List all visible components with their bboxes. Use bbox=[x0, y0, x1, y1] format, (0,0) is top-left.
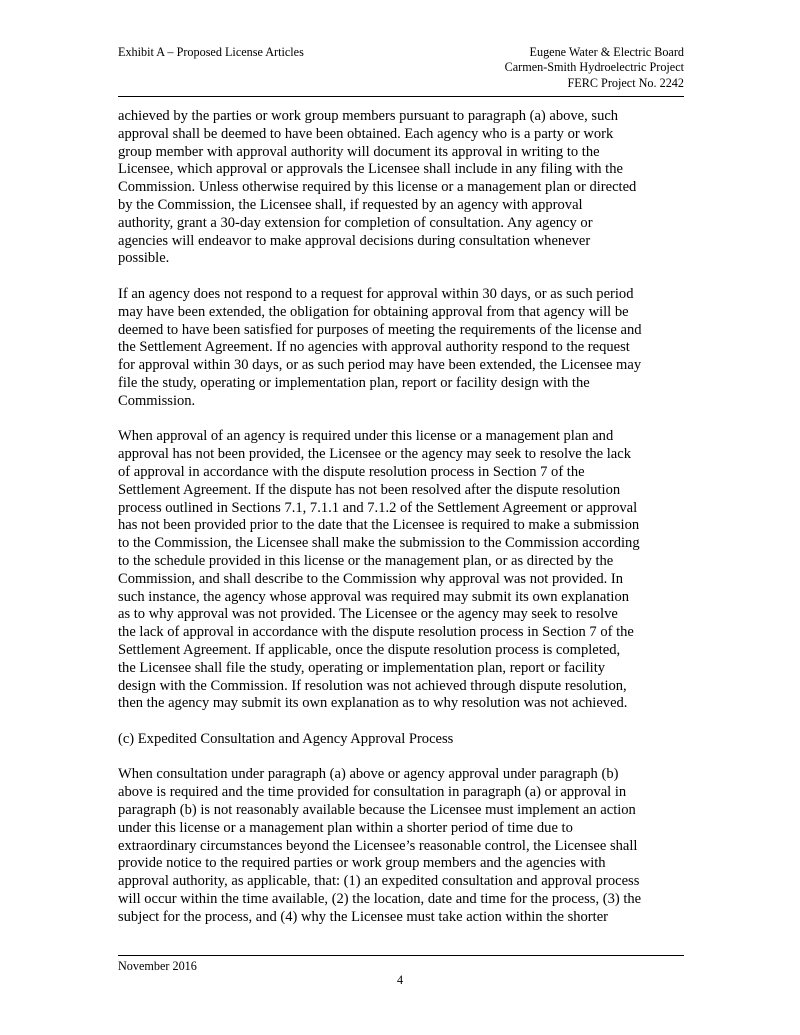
text-line: under this license or a management plan within a shorter period of time due to bbox=[118, 819, 573, 836]
text-line: design with the Commission. If resolution was not achieved through dispute resolution, bbox=[118, 677, 627, 694]
text-line: the Settlement Agreement. If no agencies with approval authority respond to the request bbox=[118, 339, 630, 356]
text-line: file the study, operating or implementation plan, report or facility design with the bbox=[118, 374, 590, 391]
text-line: deemed to have been satisfied for purposes of meeting the requirements of the license and bbox=[118, 321, 642, 338]
header-project-name: Carmen-Smith Hydroelectric Project bbox=[504, 60, 684, 75]
page-header bbox=[118, 45, 684, 97]
text-line: as to why approval was not provided. The Licensee or the agency may seek to resolve bbox=[118, 606, 618, 623]
text-line: Commission. bbox=[118, 392, 196, 409]
text-line: achieved by the parties or work group members pursuant to paragraph (a) above, such bbox=[118, 108, 619, 124]
text-line: approval shall be deemed to have been obtained. Each agency who is a party or work bbox=[118, 125, 614, 142]
text-line: by the Commission, the Licensee shall, if requested by an agency with approval bbox=[118, 196, 583, 213]
section-heading bbox=[118, 731, 688, 749]
text-line: (c) Expedited Consultation and Agency Approval Process bbox=[118, 730, 454, 747]
body-paragraph bbox=[118, 766, 688, 926]
text-line: Commission. Unless otherwise required by this license or a management plan or directed bbox=[118, 179, 637, 196]
text-line: of approval in accordance with the dispute resolution process in Section 7 of the bbox=[118, 463, 585, 480]
document-body bbox=[118, 108, 688, 944]
text-line: possible. bbox=[118, 250, 170, 267]
body-paragraph bbox=[118, 286, 688, 411]
text-line: When consultation under paragraph (a) above or agency approval under paragraph (b) bbox=[118, 766, 619, 783]
text-line: such instance, the agency whose approval was required may submit its own explanation bbox=[118, 588, 630, 605]
text-line: Commission, and shall describe to the Commission why approval was not provided. In bbox=[118, 570, 624, 587]
page-number: 4 bbox=[396, 973, 404, 987]
header-exhibit-title: Exhibit A – Proposed License Articles bbox=[118, 45, 304, 59]
footer-date: November 2016 bbox=[118, 959, 197, 973]
text-line: will occur within the time available, (2) the location, date and time for the process, (3) the bbox=[118, 891, 642, 908]
text-line: paragraph (b) is not reasonably available because the Licensee must implement an action bbox=[118, 802, 636, 819]
text-line: approval has not been provided, the Licensee or the agency may seek to resolve the lack bbox=[118, 446, 631, 463]
text-line: the lack of approval in accordance with the dispute resolution process in Section 7 of the bbox=[118, 624, 634, 641]
text-line: provide notice to the required parties or work group members and the agencies with bbox=[118, 855, 606, 872]
text-line: When approval of an agency is required under this license or a management plan and bbox=[118, 428, 614, 445]
text-line: Settlement Agreement. If the dispute has not been resolved after the dispute resolution bbox=[118, 481, 621, 498]
text-line: then the agency may submit its own explanation as to why resolution was not achieved. bbox=[118, 695, 628, 712]
body-paragraph bbox=[118, 108, 688, 268]
text-line: extraordinary circumstances beyond the Licensee’s reasonable control, the Licensee shall bbox=[118, 837, 638, 854]
text-line: Settlement Agreement. If applicable, once the dispute resolution process is completed, bbox=[118, 641, 621, 658]
header-project-number: FERC Project No. 2242 bbox=[567, 75, 684, 90]
header-project-info bbox=[505, 45, 684, 91]
text-line: process outlined in Sections 7.1, 7.1.1 and 7.1.2 of the Settlement Agreement or approval bbox=[118, 499, 638, 516]
text-line: for approval within 30 days, or as such period may have been extended, the Licensee may bbox=[118, 357, 642, 374]
text-line: agencies will endeavor to make approval decisions during consultation whenever bbox=[118, 232, 591, 249]
header-organization: Eugene Water & Electric Board bbox=[529, 45, 684, 59]
text-line: has not been provided prior to the date that the Licensee is required to make a submission bbox=[118, 517, 640, 534]
text-line: the Licensee shall file the study, operating or implementation plan, report or facility bbox=[118, 659, 606, 676]
text-line: Licensee, which approval or approvals the Licensee shall include in any filing with the bbox=[118, 161, 623, 178]
text-line: subject for the process, and (4) why the Licensee must take action within the shorter bbox=[118, 908, 608, 925]
text-line: group member with approval authority will document its approval in writing to the bbox=[118, 143, 600, 160]
text-line: above is required and the time provided for consultation in paragraph (a) or approval in bbox=[118, 784, 627, 801]
text-line: to the Commission, the Licensee shall make the submission to the Commission according bbox=[118, 535, 640, 552]
footer-divider bbox=[118, 955, 684, 956]
text-line: If an agency does not respond to a request for approval within 30 days, or as such period bbox=[118, 285, 634, 302]
text-line: approval authority, as applicable, that: (1) an expedited consultation and approval process bbox=[118, 873, 640, 890]
body-paragraph bbox=[118, 428, 688, 713]
text-line: to the schedule provided in this license or the management plan, or as directed by the bbox=[118, 552, 614, 569]
text-line: may have been extended, the obligation for obtaining approval from that agency will be bbox=[118, 303, 629, 320]
text-line: authority, grant a 30-day extension for completion of consultation. Any agency or bbox=[118, 214, 593, 231]
